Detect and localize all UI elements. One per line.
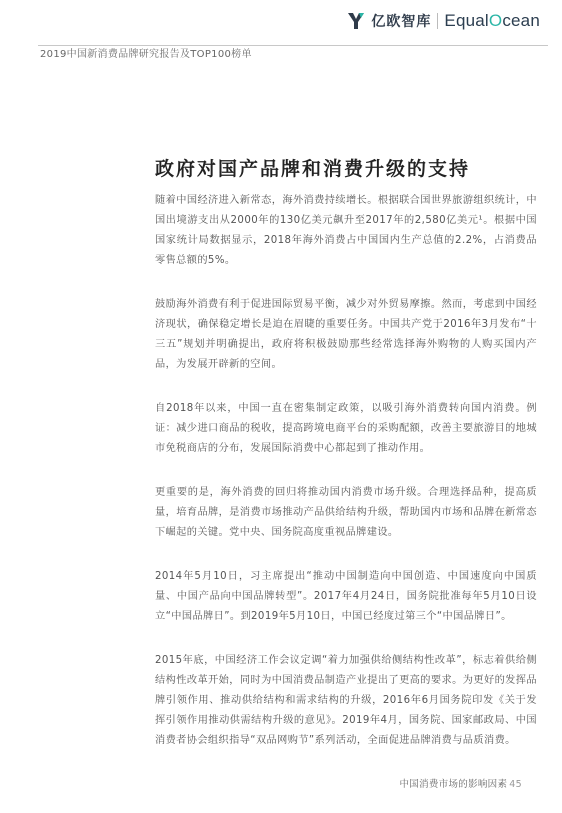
logo-en-o: O: [488, 11, 503, 30]
page-number: 45: [509, 779, 522, 790]
paragraph-china-brand-day: 2014年5月10日，习主席提出“推动中国制造向中国创造、中国速度向中国质量、中国产品向中国品牌转型”。2017年4月24日，国务院批准每年5月10日设立“中国品牌日”。到2019年5月10日，中国已经度过第三个“中国品牌日”。: [155, 571, 537, 622]
body-content: [155, 191, 537, 775]
yiou-logo-icon: [347, 11, 365, 31]
logo-en-prefix: Equal: [444, 11, 489, 30]
logo: [347, 10, 540, 32]
report-title: 2019中国新消费品牌研究报告及TOP100榜单: [40, 49, 252, 60]
logo-divider: [437, 13, 438, 29]
page-header: [0, 0, 562, 40]
paragraph-overseas-consumption: 随着中国经济进入新常态，海外消费持续增长。根据联合国世界旅游组织统计，中国出境游支出从2000年的130亿美元飙升至2017年的2,580亿美元¹。根据中国国家统计局数据显示，2018年海外消费占中国国内生产总值的2.2%，占消费品零售总额的5%。: [155, 195, 537, 266]
paragraph-trade-balance: 鼓励海外消费有利于促进国际贸易平衡，减少对外贸易摩擦。然而，考虑到中国经济现状，确保稳定增长是迫在眉睫的重要任务。中国共产党于2016年3月发布“十三五”规划并明确提出，政府将积极鼓励那些经常选择海外购物的人购买国内产品，为发展开辟新的空间。: [155, 299, 537, 370]
logo-chinese-name: 亿欧智库: [371, 14, 432, 30]
paragraph-brand-building: 更重要的是，海外消费的回归将推动国内消费市场升级。合理选择品种，提高质量，培育品牌，是消费市场推动产品供给结构升级，帮助国内市场和品牌在新常态下崛起的关键。党中央、国务院高度重视品牌建设。: [155, 487, 537, 538]
footer-section-title: 中国消费市场的影响因素: [399, 779, 508, 790]
logo-english-name: [444, 11, 540, 31]
logo-en-suffix: cean: [502, 11, 540, 30]
paragraph-policy-since-2018: 自2018年以来，中国一直在密集制定政策，以吸引海外消费转向国内消费。例证：减少进口商品的税收，提高跨境电商平台的采购配额，改善主要旅游目的地城市免税商店的分布，发展国际消费中心都起到了推动作用。: [155, 403, 537, 454]
page-title: 政府对国产品牌和消费升级的支持: [155, 158, 471, 180]
paragraph-supply-side-reform: 2015年底，中国经济工作会议定调“着力加强供给侧结构性改革”，标志着供给侧结构性改革开始，同时为中国消费品制造产业提出了更高的要求。为更好的发挥品牌引领作用、推动供给结构和需求结构的升级，2016年6月国务院印发《关于发挥引领作用推动供需结构升级的意见》。2019年4月，国务院、国家邮政局、中国消费者协会组织指导“双品网购节”系列活动，全面促进品牌消费与品质消费。: [155, 655, 537, 746]
page-footer: [399, 776, 522, 790]
